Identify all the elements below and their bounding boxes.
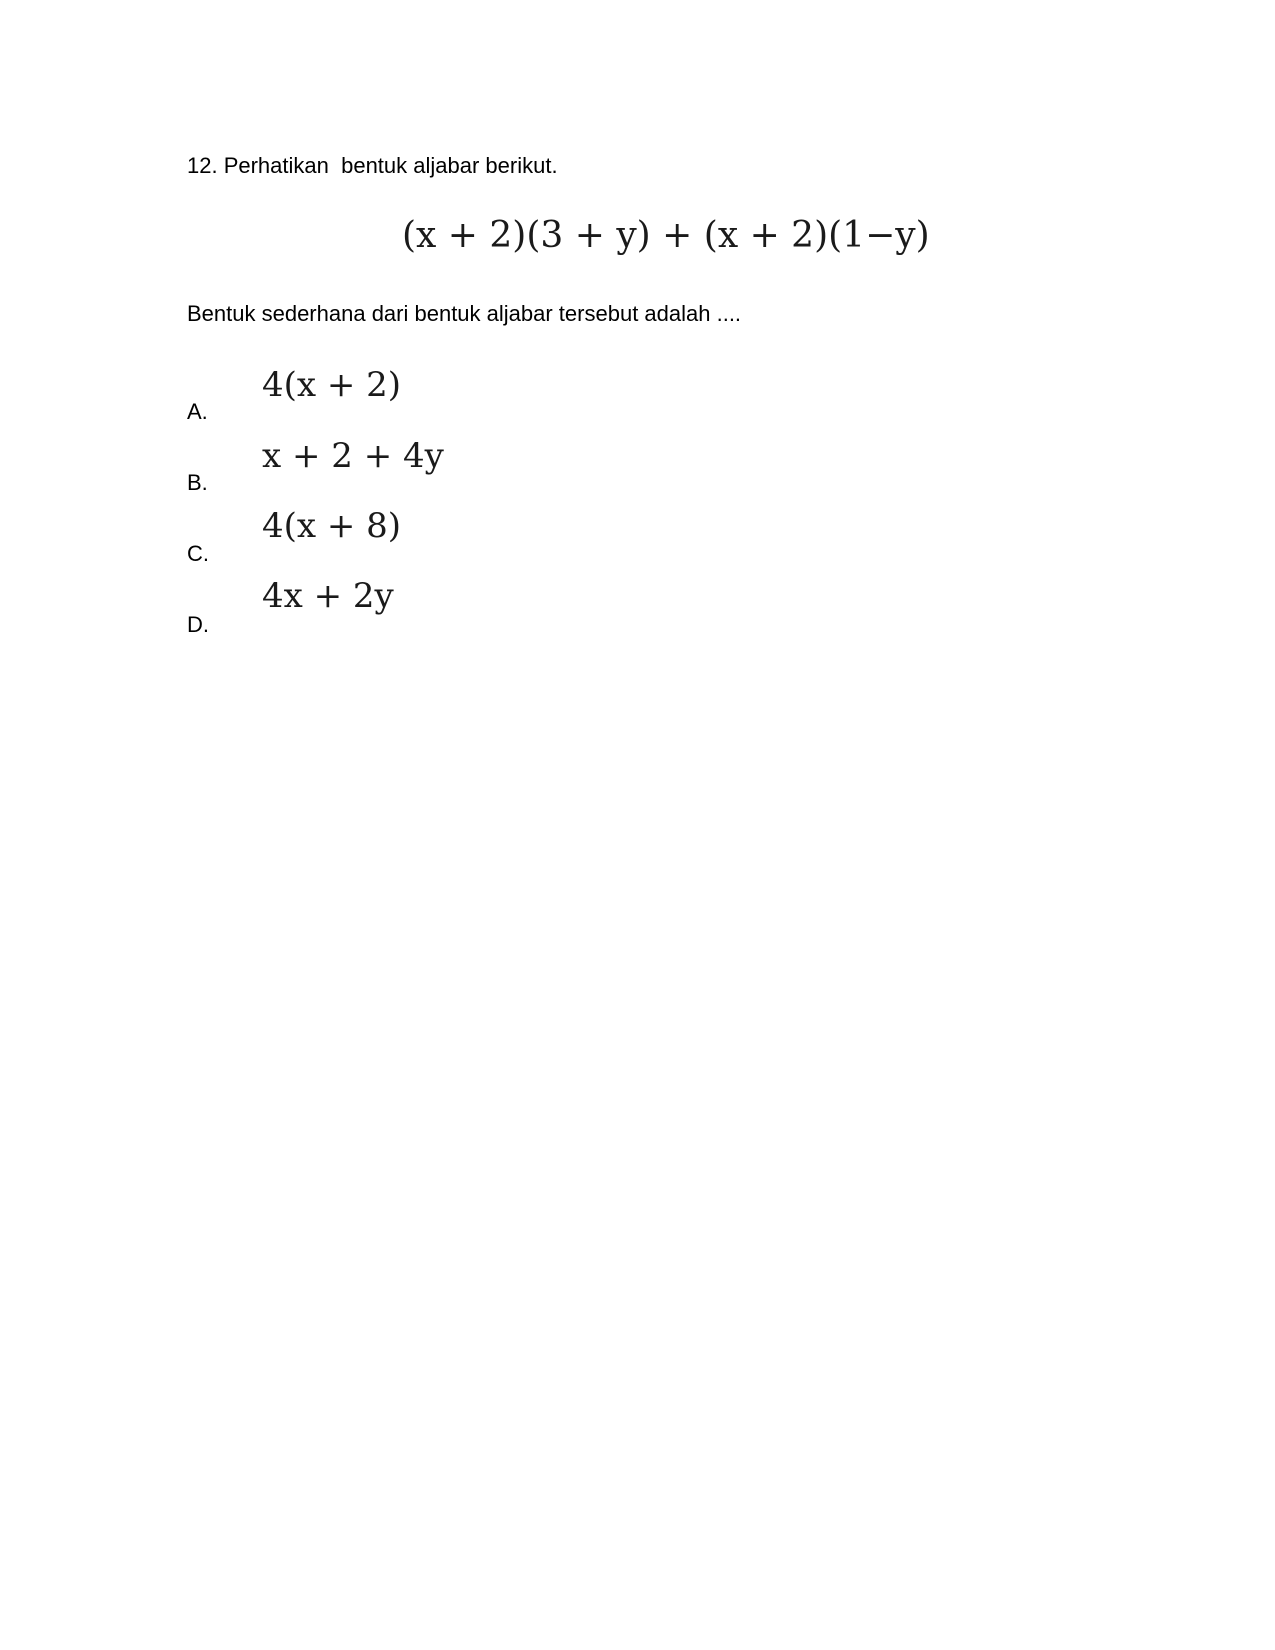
option-b-letter: B.: [187, 470, 208, 495]
question-title: 12. Perhatikan bentuk aljabar berikut.: [187, 153, 558, 178]
option-a-letter: A.: [187, 399, 208, 424]
option-b-expression: x + 2 + 4y: [262, 436, 444, 476]
option-d-letter: D.: [187, 612, 209, 637]
option-d-expression: 4x + 2y: [262, 576, 394, 616]
algebraic-expression: (x + 2)(3 + y) + (x + 2)(1−y): [402, 215, 930, 256]
option-a-expression: 4(x + 2): [262, 365, 402, 405]
question-instruction: Bentuk sederhana dari bentuk aljabar tersebut adalah ....: [187, 301, 742, 326]
option-c-expression: 4(x + 8): [262, 506, 402, 546]
option-c-letter: C.: [187, 541, 209, 566]
